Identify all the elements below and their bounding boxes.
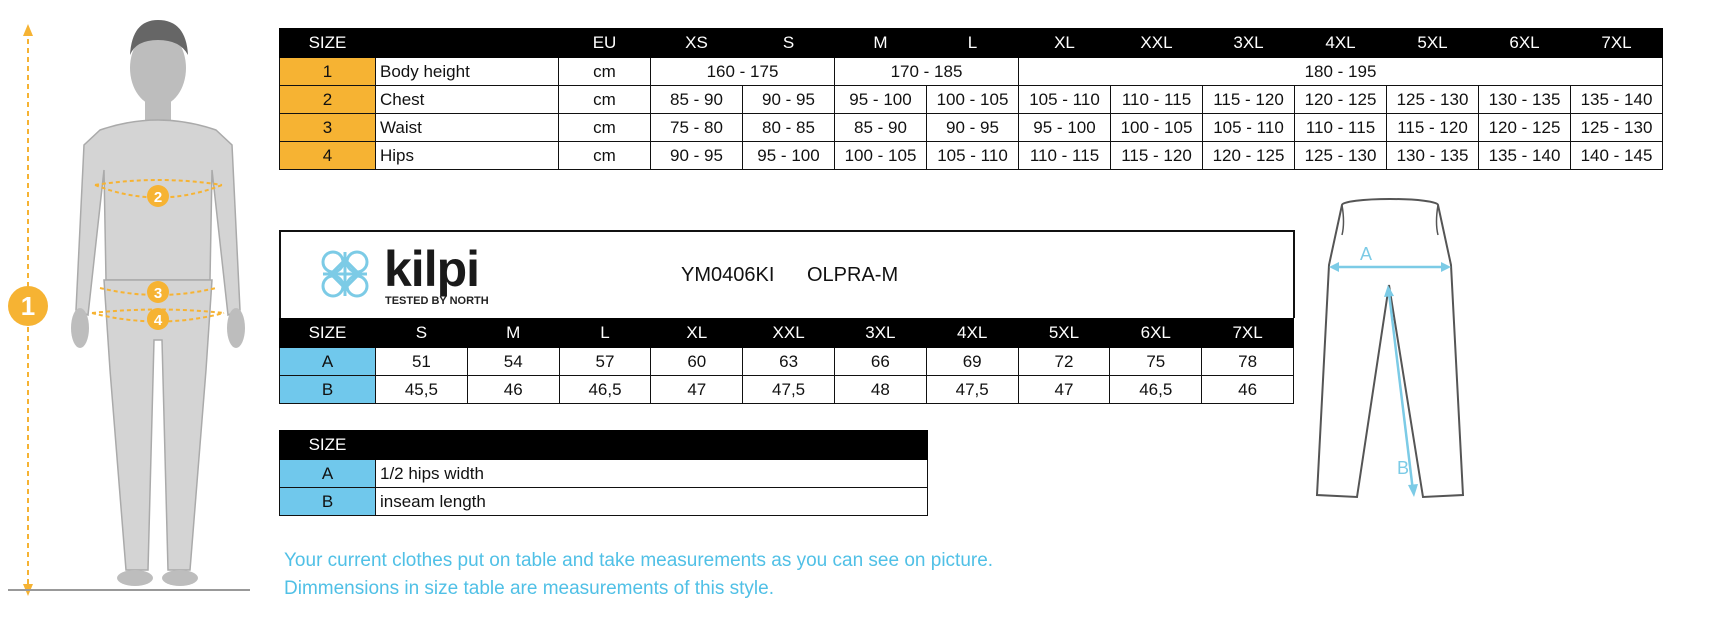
marker-2: 2 <box>153 189 163 206</box>
value-cell: 100 - 105 <box>1111 114 1203 142</box>
header-cell: 4XL <box>1295 29 1387 58</box>
value-cell: 95 - 100 <box>743 142 835 170</box>
value-cell: 100 - 105 <box>835 142 927 170</box>
value-cell: 90 - 95 <box>743 86 835 114</box>
style-name: OLPRA-M <box>807 264 899 286</box>
pants-label-a: A <box>1360 244 1373 264</box>
pants-measurement-figure <box>1305 195 1485 505</box>
value-cell: 125 - 130 <box>1295 142 1387 170</box>
header-cell: SIZE <box>280 431 376 460</box>
value-cell: 95 - 100 <box>835 86 927 114</box>
marker-1: 1 <box>20 291 36 321</box>
row-unit: cm <box>559 86 651 114</box>
table-row <box>280 86 1663 114</box>
header-cell: S <box>743 29 835 58</box>
header-cell: SIZE <box>280 29 376 58</box>
row-label: A <box>280 460 376 488</box>
value-cell: 110 - 115 <box>1295 114 1387 142</box>
value-cell: 120 - 125 <box>1203 142 1295 170</box>
value-cell: 130 - 135 <box>1479 86 1571 114</box>
table-row <box>280 142 1663 170</box>
note-measure-instructions: Your current clothes put on table and take measurements as you can see on picture. <box>284 550 994 571</box>
brand-header <box>279 230 1295 318</box>
table-row <box>280 376 1294 404</box>
value-cell: 125 - 130 <box>1571 114 1663 142</box>
row-unit: cm <box>559 142 651 170</box>
value-cell: 170 - 185 <box>835 58 1019 86</box>
value-cell: 47 <box>651 376 743 404</box>
header-cell <box>376 29 559 58</box>
header-cell: XXL <box>1111 29 1203 58</box>
marker-3: 3 <box>153 285 163 302</box>
value-cell: 46,5 <box>1110 376 1202 404</box>
header-cell: SIZE <box>280 319 376 348</box>
value-cell: 47,5 <box>743 376 835 404</box>
style-size-table <box>279 318 1294 404</box>
header-cell: XS <box>651 29 743 58</box>
header-cell: 6XL <box>1479 29 1571 58</box>
value-cell: 105 - 110 <box>927 142 1019 170</box>
value-cell: 75 <box>1110 348 1202 376</box>
value-cell: 57 <box>559 348 651 376</box>
header-cell: L <box>927 29 1019 58</box>
value-cell: 140 - 145 <box>1571 142 1663 170</box>
header-cell: S <box>376 319 468 348</box>
value-cell: 75 - 80 <box>651 114 743 142</box>
value-cell: 115 - 120 <box>1111 142 1203 170</box>
value-cell: 130 - 135 <box>1387 142 1479 170</box>
kilpi-knot-icon <box>309 238 381 310</box>
value-cell: 160 - 175 <box>651 58 835 86</box>
style-table-header <box>280 319 1294 348</box>
header-cell: 3XL <box>1203 29 1295 58</box>
value-cell: 115 - 120 <box>1387 114 1479 142</box>
value-cell: 90 - 95 <box>651 142 743 170</box>
value-cell: 46 <box>1202 376 1294 404</box>
brand-tagline: TESTED BY NORTH <box>385 295 489 307</box>
value-cell: 115 - 120 <box>1203 86 1295 114</box>
header-cell: M <box>467 319 559 348</box>
header-cell <box>376 431 928 460</box>
value-cell: 105 - 110 <box>1203 114 1295 142</box>
value-cell: 120 - 125 <box>1479 114 1571 142</box>
value-cell: 100 - 105 <box>927 86 1019 114</box>
value-cell: 110 - 115 <box>1111 86 1203 114</box>
row-number: 2 <box>280 86 376 114</box>
value-cell: 120 - 125 <box>1295 86 1387 114</box>
header-cell: M <box>835 29 927 58</box>
body-size-table <box>279 28 1663 170</box>
value-cell: 48 <box>834 376 926 404</box>
header-cell: L <box>559 319 651 348</box>
note-dimensions: Dimmensions in size table are measurements of this style. <box>284 578 774 599</box>
row-label: Hips <box>376 142 559 170</box>
brand-name: kilpi <box>384 241 480 297</box>
value-cell: 135 - 140 <box>1571 86 1663 114</box>
value-cell: 110 - 115 <box>1019 142 1111 170</box>
value-cell: 180 - 195 <box>1019 58 1663 86</box>
value-cell: 60 <box>651 348 743 376</box>
value-cell: 45,5 <box>376 376 468 404</box>
header-cell: EU <box>559 29 651 58</box>
row-label: B <box>280 488 376 516</box>
table-row <box>280 460 928 488</box>
table-row <box>280 114 1663 142</box>
header-cell: 7XL <box>1202 319 1294 348</box>
row-number: 3 <box>280 114 376 142</box>
row-number: 1 <box>280 58 376 86</box>
value-cell: 85 - 90 <box>835 114 927 142</box>
value-cell: 54 <box>467 348 559 376</box>
value-cell: 66 <box>834 348 926 376</box>
value-cell: 72 <box>1018 348 1110 376</box>
legend-table <box>279 430 928 516</box>
header-cell: 5XL <box>1387 29 1479 58</box>
value-cell: 80 - 85 <box>743 114 835 142</box>
header-cell: 6XL <box>1110 319 1202 348</box>
row-description: inseam length <box>376 488 928 516</box>
header-cell: XXL <box>743 319 835 348</box>
value-cell: 85 - 90 <box>651 86 743 114</box>
header-cell: XL <box>651 319 743 348</box>
header-cell: 3XL <box>834 319 926 348</box>
value-cell: 47 <box>1018 376 1110 404</box>
value-cell: 63 <box>743 348 835 376</box>
row-label: B <box>280 376 376 404</box>
row-label: A <box>280 348 376 376</box>
value-cell: 51 <box>376 348 468 376</box>
value-cell: 135 - 140 <box>1479 142 1571 170</box>
header-cell: 5XL <box>1018 319 1110 348</box>
row-unit: cm <box>559 114 651 142</box>
value-cell: 105 - 110 <box>1019 86 1111 114</box>
legend-table-header <box>280 431 928 460</box>
value-cell: 90 - 95 <box>927 114 1019 142</box>
row-description: 1/2 hips width <box>376 460 928 488</box>
header-cell: XL <box>1019 29 1111 58</box>
table-row <box>280 348 1294 376</box>
value-cell: 69 <box>926 348 1018 376</box>
marker-4: 4 <box>153 312 163 329</box>
header-cell: 4XL <box>926 319 1018 348</box>
value-cell: 47,5 <box>926 376 1018 404</box>
value-cell: 95 - 100 <box>1019 114 1111 142</box>
row-label: Chest <box>376 86 559 114</box>
row-unit: cm <box>559 58 651 86</box>
row-label: Waist <box>376 114 559 142</box>
table-row <box>280 488 928 516</box>
body-measurement-figure <box>0 10 270 610</box>
pants-label-b: B <box>1397 458 1410 478</box>
header-cell: 7XL <box>1571 29 1663 58</box>
body-table-header <box>280 29 1663 58</box>
row-number: 4 <box>280 142 376 170</box>
value-cell: 46,5 <box>559 376 651 404</box>
value-cell: 46 <box>467 376 559 404</box>
row-label: Body height <box>376 58 559 86</box>
style-code: YM0406KI <box>681 264 775 286</box>
table-row <box>280 58 1663 86</box>
value-cell: 78 <box>1202 348 1294 376</box>
value-cell: 125 - 130 <box>1387 86 1479 114</box>
